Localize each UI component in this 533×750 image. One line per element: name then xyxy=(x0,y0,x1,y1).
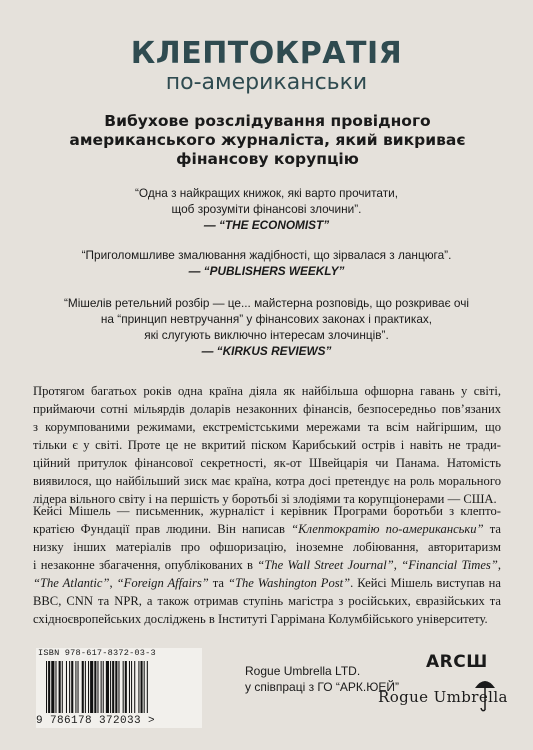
paragraph-line: східноєвропейських досліджень в Інституті Гаррімана Колумбійського університету. xyxy=(33,612,488,626)
review-quote-kirkus xyxy=(40,295,493,359)
publication-ref: “The Wall Street Journal” xyxy=(257,558,394,572)
paragraph-line: ційний притулок фінансової секретності, як-от Швейцарія чи Панама. Натомість xyxy=(33,456,501,470)
book-subtitle: по-американськи xyxy=(165,70,368,95)
review-quote-economist xyxy=(50,185,483,233)
publication-ref: “The Washington Post” xyxy=(227,576,351,590)
paragraph-line: лідера вільного світу і на першість у боротьбі зі злодіями та корупціонерами — США. xyxy=(33,492,497,506)
publisher-info xyxy=(245,663,399,695)
text-run: та xyxy=(483,522,501,536)
text-run: . Кейсі Мішель виступав на xyxy=(350,576,502,590)
paragraph-line: низку інших матеріалів про офшоризацію, іноземне лобіювання, авторитаризм xyxy=(33,540,501,554)
quote-line: “Одна з найкращих книжок, які варто прочитати, xyxy=(134,186,398,200)
paragraph-line: приймаючи сотні мільярдів доларів незаконних фінансів, безпосередньо пов’язаних xyxy=(33,402,501,416)
tagline xyxy=(60,112,475,169)
publisher-name: Rogue Umbrella LTD. xyxy=(245,664,361,678)
isbn-label: ISBN 978-617-8372-03-3 xyxy=(38,648,156,658)
quote-source: — “THE ECONOMIST” xyxy=(203,218,330,232)
paragraph-line: Протягом багатьох років одна країна діяла як найбільша офшорна гавань у світі, xyxy=(33,384,501,398)
review-quote-publishers-weekly xyxy=(40,247,493,279)
paragraph-line: і незаконне збагачення, опублікованих в “The Wall Street Journal”, “Financial Times”, xyxy=(33,558,501,572)
author-bio-paragraph xyxy=(33,502,501,628)
quote-source: — “KIRKUS REVIEWS” xyxy=(201,344,332,358)
tagline-line: американського журналіста, який викриває xyxy=(69,131,466,149)
publication-ref: “Financial Times” xyxy=(401,558,498,572)
tagline-line: фінансову корупцію xyxy=(176,150,359,168)
umbrella-icon xyxy=(474,676,496,712)
paragraph-line: тільки є у світі. Проте це не вкритий піском Карибський острів і навіть не тради- xyxy=(33,438,501,452)
paragraph-line: виявилося, що найбільший зиск має країна, котра досі претендує на роль морального xyxy=(33,474,501,488)
publisher-partner: у співпраці з ГО “АРК.ЮЕЙ” xyxy=(245,680,399,694)
text-run: кратією Фундації прав людини. Він написав xyxy=(33,522,285,536)
tagline-line: Вибухове розслідування провідного xyxy=(104,112,431,130)
paragraph-line: з корумпованими режимами, екстремістськими мережами та всім найгіршим, що xyxy=(33,420,501,434)
text-run: і незаконне збагачення, опублікованих в xyxy=(33,558,253,572)
publication-ref: “Foreign Affairs” xyxy=(116,576,209,590)
quote-line: які слугують виключно інтересам злочинців”. xyxy=(144,328,389,342)
paragraph-line xyxy=(33,520,501,538)
book-title-ref: “Клептократію по-американськи” xyxy=(291,522,484,536)
quote-source: — “PUBLISHERS WEEKLY” xyxy=(188,264,345,278)
quote-line: щоб зрозуміти фінансові злочини”. xyxy=(171,202,362,216)
quote-line: на “принцип невтручання” у фінансових законах і практиках, xyxy=(100,312,433,326)
barcode-icon xyxy=(36,659,202,715)
paragraph-line: “The Atlantic”, “Foreign Affairs” та “The Washington Post”. Кейсі Мішель виступав на xyxy=(33,576,502,590)
text-run: та xyxy=(208,576,228,590)
book-title: КЛЕПТОКРАТІЯ xyxy=(130,36,403,71)
paragraph-line: Кейсі Мішель — письменник, журналіст і керівник Програми боротьби з клепто- xyxy=(33,504,501,518)
quote-line: “Приголомшливе змалювання жадібності, що зірвалася з ланцюга”. xyxy=(81,248,452,262)
description-paragraph xyxy=(33,382,501,508)
barcode-digits: 9 786178 372033 > xyxy=(36,715,156,727)
quote-line: “Мішелів ретельний розбір — це... майстерна розповідь, що розкриває очі xyxy=(64,296,469,310)
arc-ua-logo: ARCШ xyxy=(426,652,488,672)
publication-ref: “The Atlantic” xyxy=(33,576,110,590)
paragraph-line: BBC, CNN та NPR, а також отримав ступінь магістра з російських, євразійських та xyxy=(33,594,501,608)
rogue-umbrella-logo: Rogue Umbrella xyxy=(378,688,508,706)
